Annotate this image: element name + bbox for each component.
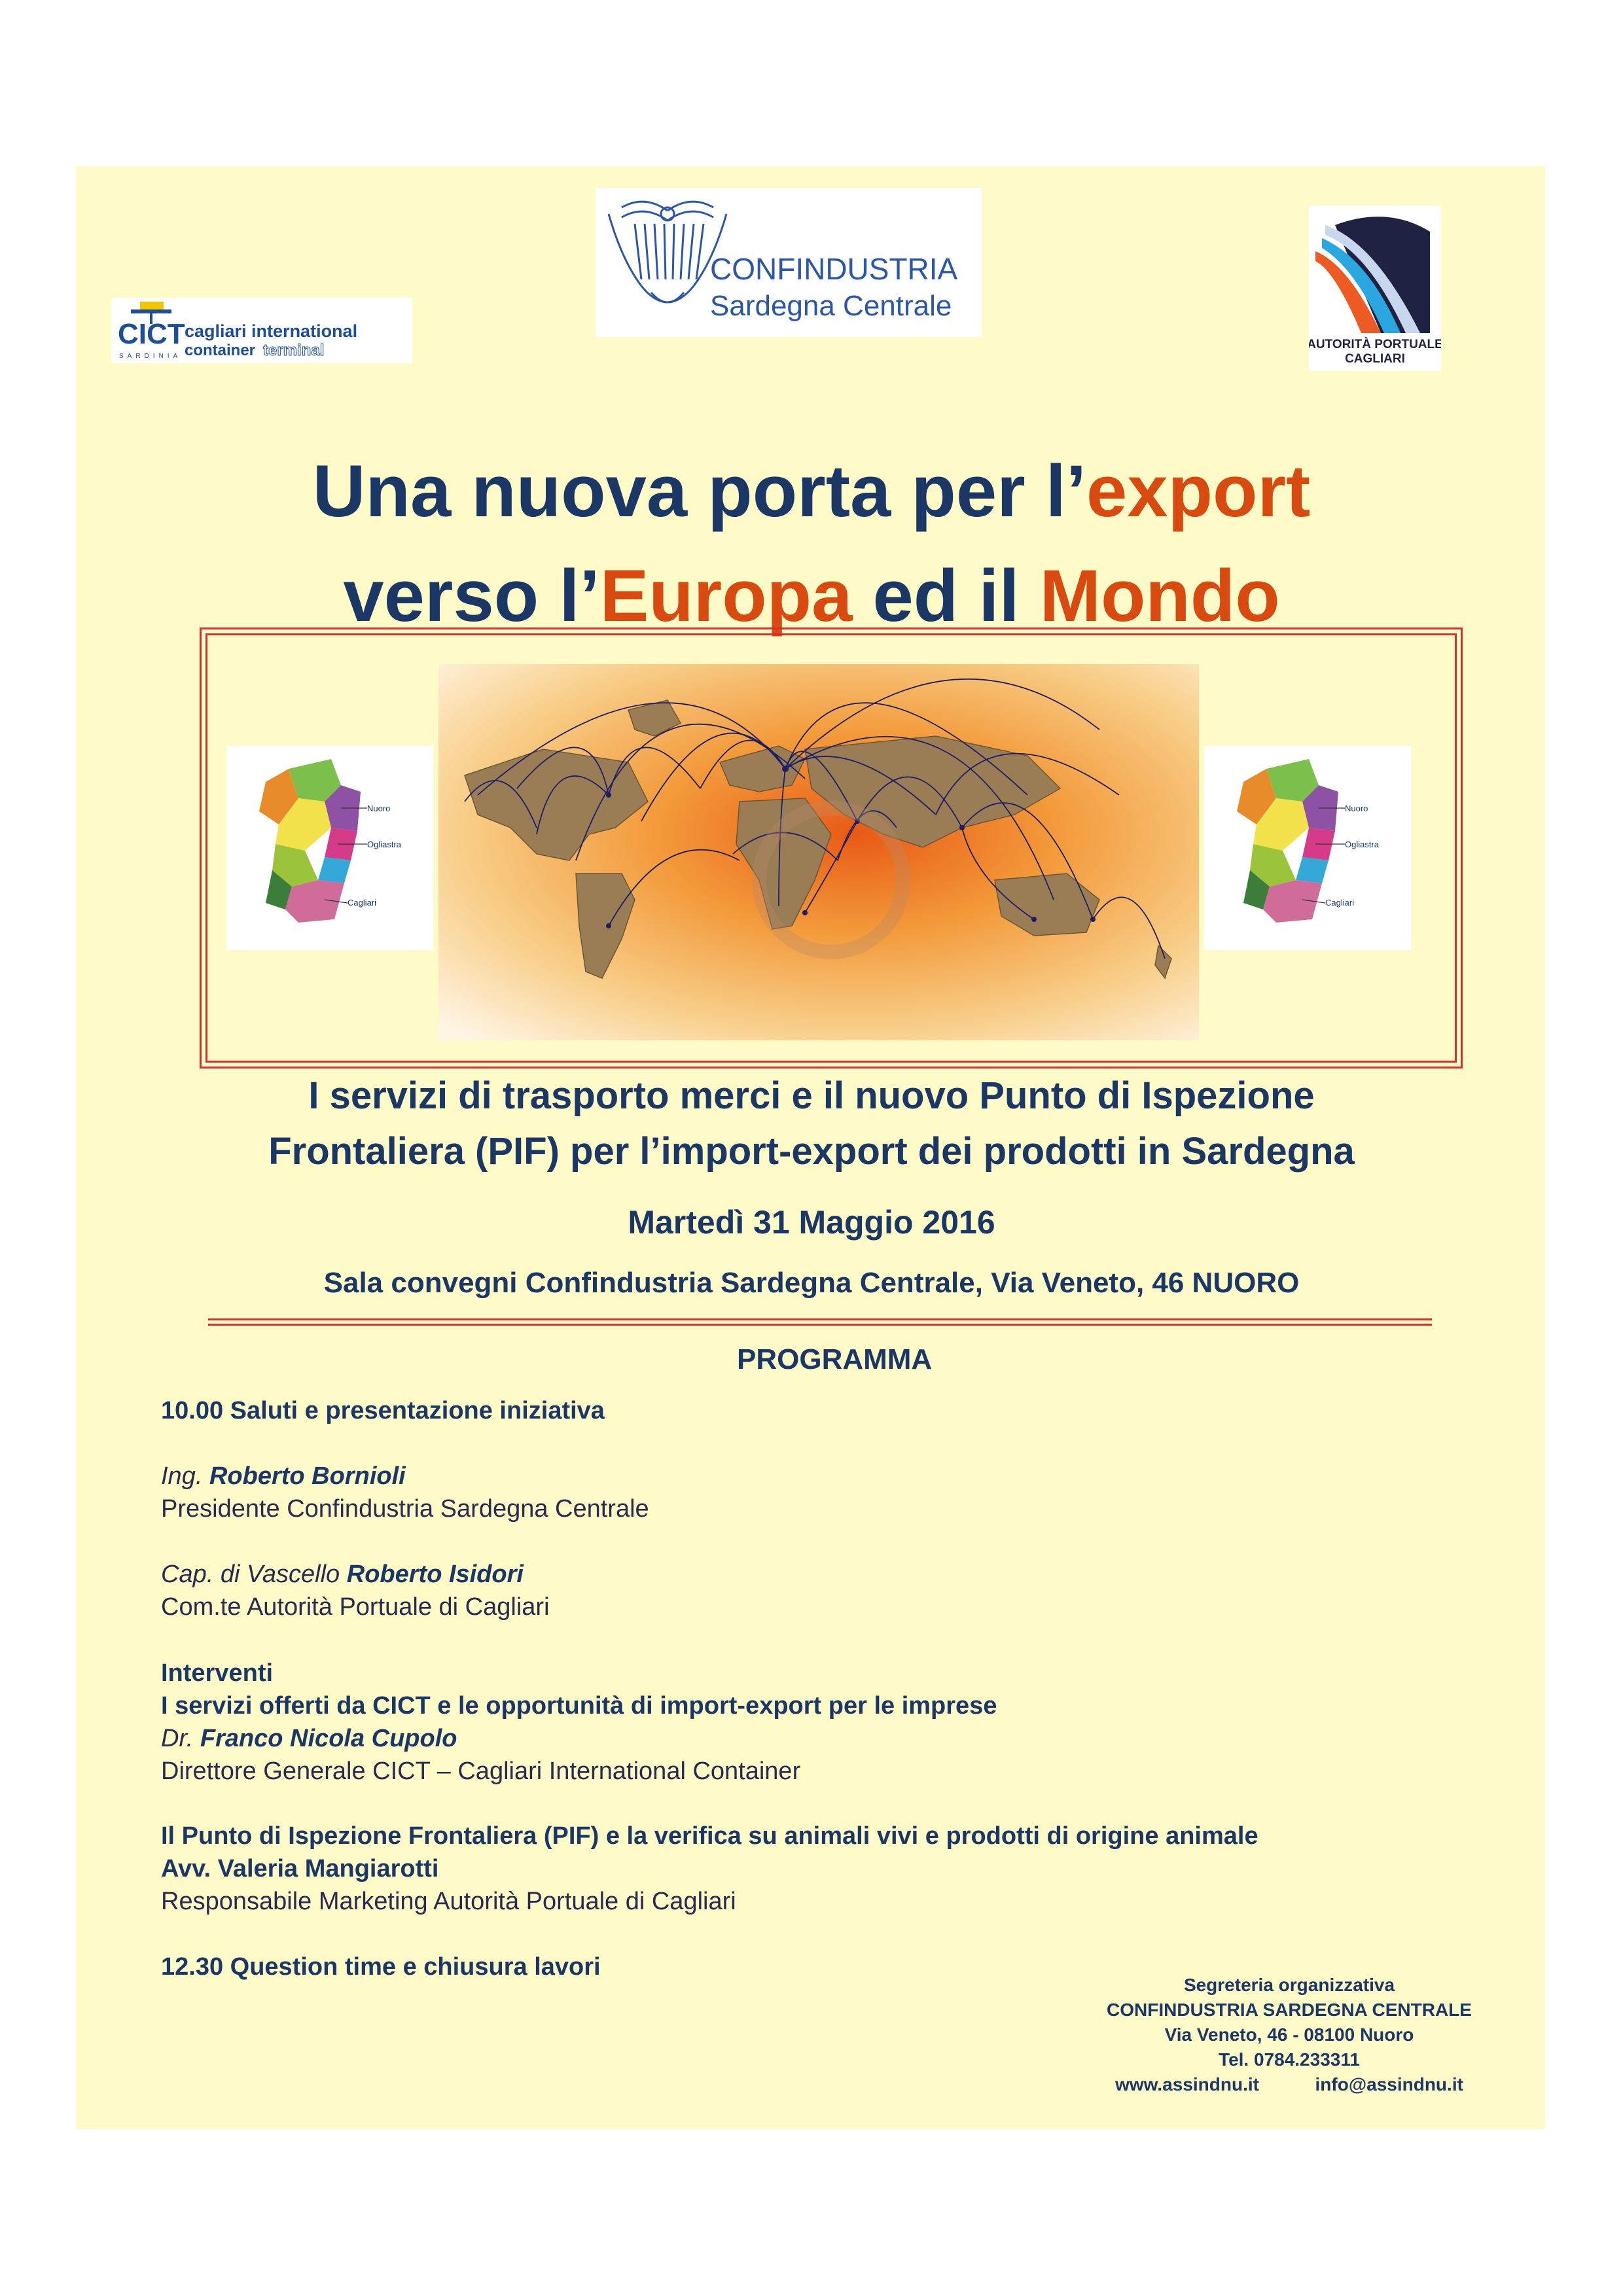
speaker3-name: Franco Nicola Cupolo (200, 1725, 457, 1752)
section-divider (208, 1318, 1432, 1326)
contact-address: Via Veneto, 46 - 08100 Nuoro (1164, 2024, 1414, 2045)
headline-line2-a: verso l’ (343, 555, 600, 637)
cict-emblem-icon (111, 298, 412, 363)
programma-heading: PROGRAMMA (737, 1343, 933, 1375)
headline-line1-main: Una nuova porta per l’ (312, 450, 1087, 532)
contact-organization: CONFINDUSTRIA SARDEGNA CENTRALE (1107, 2000, 1472, 2021)
speaker3-name-line (161, 1723, 457, 1755)
confindustria-logo (596, 188, 982, 337)
speaker4-name: Avv. Valeria Mangiarotti (161, 1855, 439, 1882)
map-right-label-ogliastra: Ogliastra (1345, 839, 1380, 849)
speaker4-role: Responsabile Marketing Autorità Portuale di Cagliari (161, 1888, 736, 1915)
speaker3-role: Direttore Generale CICT – Cagliari International Container (161, 1757, 801, 1785)
sardinia-regions-icon (226, 746, 433, 950)
headline-accent-mondo: Mondo (1039, 555, 1280, 637)
talk2-title: Il Punto di Ispezione Frontaliera (PIF) e la verifica su animali vivi e prodotti di origine animale (161, 1822, 1258, 1850)
world-trade-routes-icon (438, 664, 1199, 1040)
speaker2-name-line (161, 1559, 524, 1591)
subtitle-line1: I servizi di trasporto merci e il nuovo Punto di Ispezione (308, 1074, 1315, 1117)
speaker2-name: Roberto Isidori (346, 1561, 524, 1588)
cict-line3: terminal (263, 342, 325, 359)
sardinia-map-left (226, 746, 433, 950)
speaker1-title: Ing. (161, 1462, 209, 1490)
headline-accent-export: export (1086, 450, 1311, 532)
subtitle-line2: Frontaliera (PIF) per l’import-export dei prodotti in Sardegna (268, 1130, 1355, 1173)
headline-line2 (0, 555, 1623, 637)
world-map-image (438, 664, 1199, 1040)
speaker3-title: Dr. (161, 1725, 200, 1752)
headline-line1 (0, 450, 1623, 532)
agenda-opening: 10.00 Saluti e presentazione iniziativa (161, 1397, 605, 1424)
map-left-label-cagliari: Cagliari (348, 898, 377, 908)
map-right-label-nuoro: Nuoro (1345, 804, 1368, 813)
cict-line1: cagliari international (185, 321, 358, 341)
contact-website-link[interactable]: www.assindnu.it (1115, 2074, 1259, 2095)
interventi-heading: Interventi (161, 1659, 274, 1687)
port-authority-emblem-icon (1309, 205, 1441, 371)
speaker1-name: Roberto Bornioli (209, 1462, 406, 1490)
confindustria-name: CONFINDUSTRIA (710, 252, 958, 286)
autorita-line2: CAGLIARI (1345, 352, 1405, 366)
autorita-line1: AUTORITÀ PORTUALE (1309, 338, 1441, 351)
sardinia-regions-icon (1204, 746, 1411, 950)
headline-line2-b: ed il (852, 555, 1040, 637)
map-left-label-ogliastra: Ogliastra (367, 839, 402, 849)
agenda-closing: 12.30 Question time e chiusura lavori (161, 1953, 601, 1981)
contact-phone: Tel. 0784.233311 (1219, 2049, 1360, 2070)
svg-text:SARDINIA: SARDINIA (119, 353, 182, 360)
contact-secretariat: Segreteria organizzativa (1183, 1975, 1395, 1995)
speaker2-role: Com.te Autorità Portuale di Cagliari (161, 1593, 550, 1621)
event-date: Martedì 31 Maggio 2016 (628, 1204, 995, 1241)
cict-logo (111, 298, 412, 363)
sardinia-map-right (1204, 746, 1411, 950)
cict-mark: CICT (118, 318, 185, 350)
speaker2-title: Cap. di Vascello (161, 1561, 347, 1588)
eagle-icon (596, 188, 982, 337)
confindustria-region: Sardegna Centrale (710, 290, 952, 322)
autorita-portuale-logo (1309, 205, 1441, 371)
contact-block (1060, 1973, 1518, 2097)
speaker1-name-line (161, 1460, 406, 1492)
map-left-label-nuoro: Nuoro (367, 804, 391, 813)
event-venue: Sala convegni Confindustria Sardegna Centrale, Via Veneto, 46 NUORO (323, 1267, 1300, 1299)
cict-line2: container (185, 342, 256, 359)
contact-email-link[interactable]: info@assindnu.it (1315, 2074, 1463, 2095)
headline-accent-europa: Europa (599, 555, 853, 637)
map-right-label-cagliari: Cagliari (1325, 898, 1355, 908)
speaker1-role: Presidente Confindustria Sardegna Centrale (161, 1495, 649, 1523)
contact-links (1060, 2072, 1518, 2097)
talk1-title: I servizi offerti da CICT e le opportunità di import-export per le imprese (161, 1692, 997, 1720)
